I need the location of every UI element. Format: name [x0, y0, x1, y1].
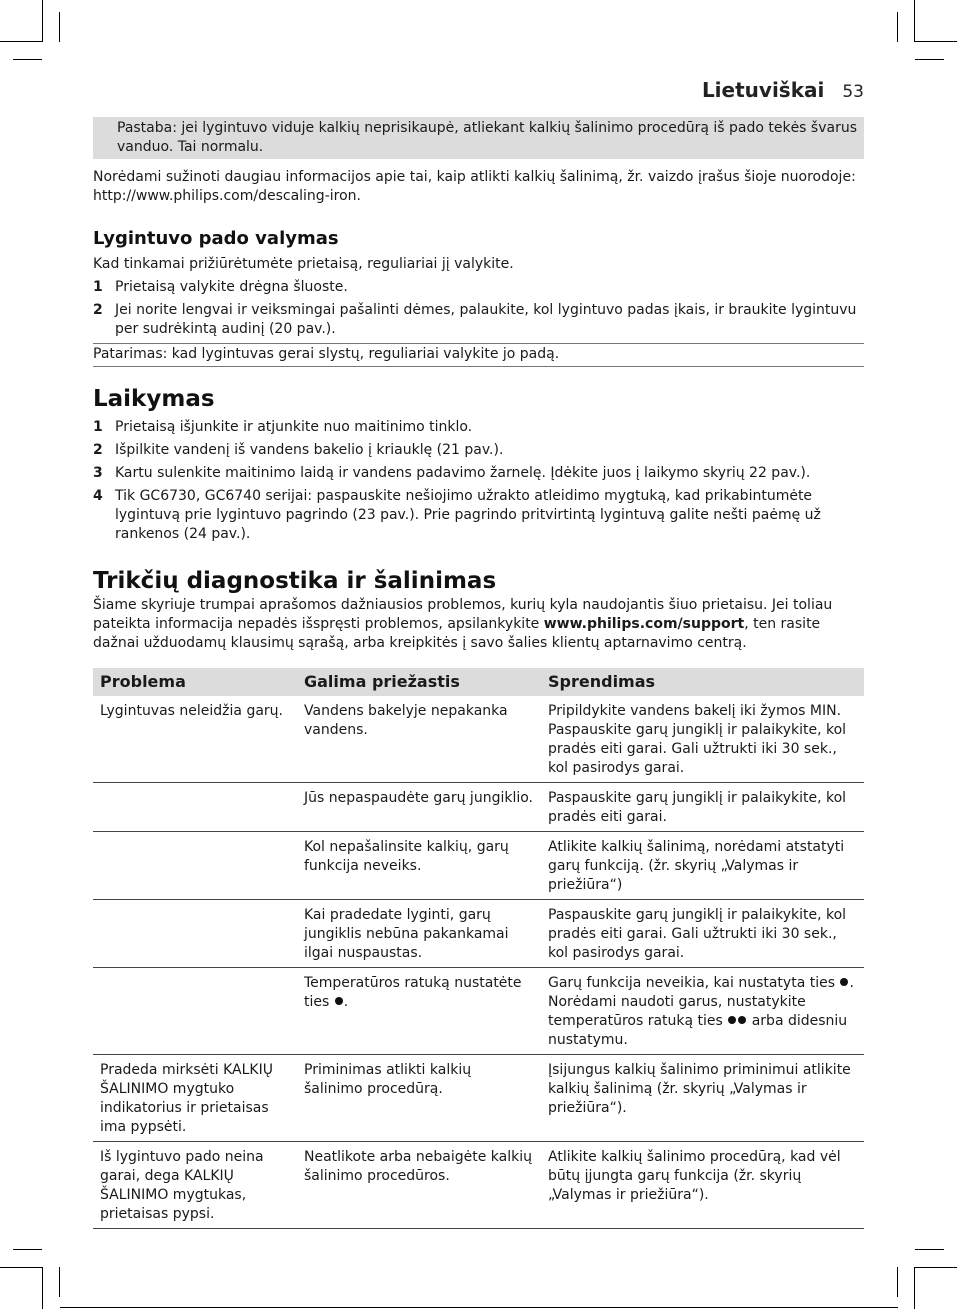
cause-text: Temperatūros ratuką nustatėte ties: [304, 975, 522, 1010]
problem-cell: Lygintuvas neleidžia garų.: [93, 696, 297, 783]
more-info-paragraph: Norėdami sužinoti daugiau informacijos apie tai, kaip atlikti kalkių šalinimą, žr. vaizdo įrašus šioje nuorodoje: http://www.philips.com/descaling-iron.: [93, 169, 856, 204]
crop-mark: [42, 0, 43, 42]
problem-cell: [93, 900, 297, 968]
solution-cell: Įsijungus kalkių šalinimo priminimui atlikite kalkių šalinimą (žr. skyrių „Valymas ir priežiūra“).: [541, 1055, 864, 1142]
storage-section-title: Laikymas: [93, 386, 215, 412]
intro-text: , ten rasite dažnai užduodamų klausimų sąrašą, arba kreipkitės į savo šalies klientų aptarnavimo centrą.: [93, 616, 821, 651]
troubleshooting-section-title: Trikčių diagnostika ir šalinimas: [93, 568, 497, 594]
solution-cell: Pripildykite vandens bakelį iki žymos MIN. Paspauskite garų jungiklį ir palaikykite, kol pradės eiti garai. Gali užtrukti iki 30 sek., kol pasirodys garai.: [541, 696, 864, 783]
column-header-cause: Galima priežastis: [297, 668, 541, 696]
cause-cell: [297, 968, 541, 1055]
crop-mark: [914, 0, 915, 42]
list-item: [93, 487, 864, 544]
crop-mark: [915, 59, 944, 60]
crop-mark: [42, 1267, 43, 1309]
solution-cell: Paspauskite garų jungiklį ir palaikykite, kol pradės eiti garai. Gali užtrukti iki 30 sek., kol pasirodys garai.: [541, 900, 864, 968]
solution-text: arba didesniu nustatymu.: [548, 1013, 848, 1048]
temperature-dot-icon: [728, 1016, 736, 1024]
soleplate-intro: Kad tinkamai prižiūrėtumėte prietaisą, reguliariai jį valykite.: [93, 256, 514, 272]
problem-cell: [93, 968, 297, 1055]
solution-cell: Atlikite kalkių šalinimą, norėdami atstatyti garų funkciją. (žr. skyrių „Valymas ir priežiūra“): [541, 832, 864, 900]
table-row: [93, 968, 864, 1055]
bottom-rule: [60, 1307, 898, 1308]
list-item: [93, 301, 864, 339]
cause-cell: Neatlikote arba nebaigėte kalkių šalinimo procedūros.: [297, 1142, 541, 1229]
intro-text: Šiame skyriuje trumpai aprašomos dažniausios problemos, kurių kyla naudojantis šiuo prietaisu. Jei toliau pateikta informacija nepadės išspręsti problemos, apsilankykite: [93, 597, 833, 632]
table-row: [93, 900, 864, 968]
table-header-row: [93, 668, 864, 696]
crop-mark: [13, 59, 42, 60]
troubleshooting-intro: [93, 596, 864, 653]
step-number: 4: [93, 488, 103, 504]
cause-cell: Priminimas atlikti kalkių šalinimo procedūrą.: [297, 1055, 541, 1142]
solution-cell: Paspauskite garų jungiklį ir palaikykite, kol pradės eiti garai.: [541, 783, 864, 832]
table-row: [93, 696, 864, 783]
temperature-dot-icon: [335, 997, 343, 1005]
problem-cell: [93, 783, 297, 832]
crop-mark: [897, 1267, 898, 1297]
column-header-problem: Problema: [93, 668, 297, 696]
cause-text: .: [343, 994, 349, 1010]
descaling-note: Pastaba: jei lygintuvo viduje kalkių neprisikaupė, atliekant kalkių šalinimo procedūrą iš pado tekės švarus vanduo. Tai normalu.: [93, 117, 864, 159]
step-text: Išpilkite vandenį iš vandens bakelio į kriauklę (21 pav.).: [115, 442, 504, 458]
step-number: 1: [93, 279, 103, 295]
list-item: [93, 278, 864, 297]
step-text: Prietaisą išjunkite ir atjunkite nuo maitinimo tinklo.: [115, 419, 473, 435]
list-item: [93, 418, 864, 437]
solution-text: Garų funkcija neveikia, kai nustatyta ties: [548, 975, 840, 991]
solution-cell: [541, 968, 864, 1055]
problem-cell: Iš lygintuvo pado neina garai, dega KALKIŲ ŠALINIMO mygtukas, prietaisas pypsi.: [93, 1142, 297, 1229]
table-row: [93, 1055, 864, 1142]
step-text: Kartu sulenkite maitinimo laidą ir vandens padavimo žarnelę. Įdėkite juos į laikymo skyrių 22 pav.).: [115, 465, 811, 481]
crop-mark: [914, 1267, 915, 1309]
cause-cell: Kai pradedate lyginti, garų jungiklis nebūna pakankamai ilgai nuspaustas.: [297, 900, 541, 968]
column-header-solution: Sprendimas: [541, 668, 864, 696]
cause-cell: Kol nepašalinsite kalkių, garų funkcija neveiks.: [297, 832, 541, 900]
step-number: 3: [93, 465, 103, 481]
table-row: [93, 783, 864, 832]
solution-text: . Norėdami naudoti garus, nustatykite temperatūros ratuką ties: [548, 975, 854, 1029]
list-item: [93, 441, 864, 460]
page-content: [93, 117, 864, 1229]
crop-mark: [915, 1267, 957, 1268]
temperature-dot-icon: [840, 978, 848, 986]
cause-cell: Vandens bakelyje nepakanka vandens.: [297, 696, 541, 783]
crop-mark: [897, 12, 898, 42]
temperature-dot-icon: [738, 1016, 746, 1024]
crop-mark: [59, 1267, 60, 1297]
table-row: [93, 832, 864, 900]
list-item: [93, 464, 864, 483]
storage-steps: [93, 418, 864, 544]
crop-mark: [915, 1249, 944, 1250]
crop-mark: [0, 41, 42, 42]
crop-mark: [59, 12, 60, 42]
problem-cell: Pradeda mirksėti KALKIŲ ŠALINIMO mygtuko indikatorius ir prietaisas ima pypsėti.: [93, 1055, 297, 1142]
step-number: 2: [93, 302, 103, 318]
page-header: [702, 78, 864, 102]
troubleshooting-table: [93, 668, 864, 1229]
solution-cell: Atlikite kalkių šalinimo procedūrą, kad vėl būtų įjungta garų funkcija (žr. skyrių „Valymas ir priežiūra“).: [541, 1142, 864, 1229]
page-number: 53: [842, 82, 864, 102]
cause-cell: Jūs nepaspaudėte garų jungiklio.: [297, 783, 541, 832]
problem-cell: [93, 832, 297, 900]
step-number: 2: [93, 442, 103, 458]
step-number: 1: [93, 419, 103, 435]
step-text: Prietaisą valykite drėgna šluoste.: [115, 279, 348, 295]
soleplate-section-title: Lygintuvo pado valymas: [93, 228, 339, 249]
crop-mark: [915, 41, 957, 42]
step-text: Jei norite lengvai ir veiksmingai pašalinti dėmes, palaukite, kol lygintuvo padas įkais, ir braukite lygintuvu per sudrėkintą audinį (20 pav.).: [115, 302, 857, 337]
crop-mark: [0, 1267, 42, 1268]
language-label: Lietuviškai: [701, 78, 825, 102]
support-link[interactable]: www.philips.com/support: [543, 616, 745, 632]
crop-mark: [13, 1249, 42, 1250]
soleplate-steps: [93, 278, 864, 339]
soleplate-tip: Patarimas: kad lygintuvas gerai slystų, reguliariai valykite jo padą.: [93, 343, 864, 367]
step-text: Tik GC6730, GC6740 serijai: paspauskite nešiojimo užrakto atleidimo mygtuką, kad prikabintumėte lygintuvą prie lygintuvo pagrindo (23 pav.). Prie pagrindo pritvirtintą lygintuvą galite nešti paėmę už rankenos (24 pav.).: [115, 488, 821, 542]
table-row: [93, 1142, 864, 1229]
